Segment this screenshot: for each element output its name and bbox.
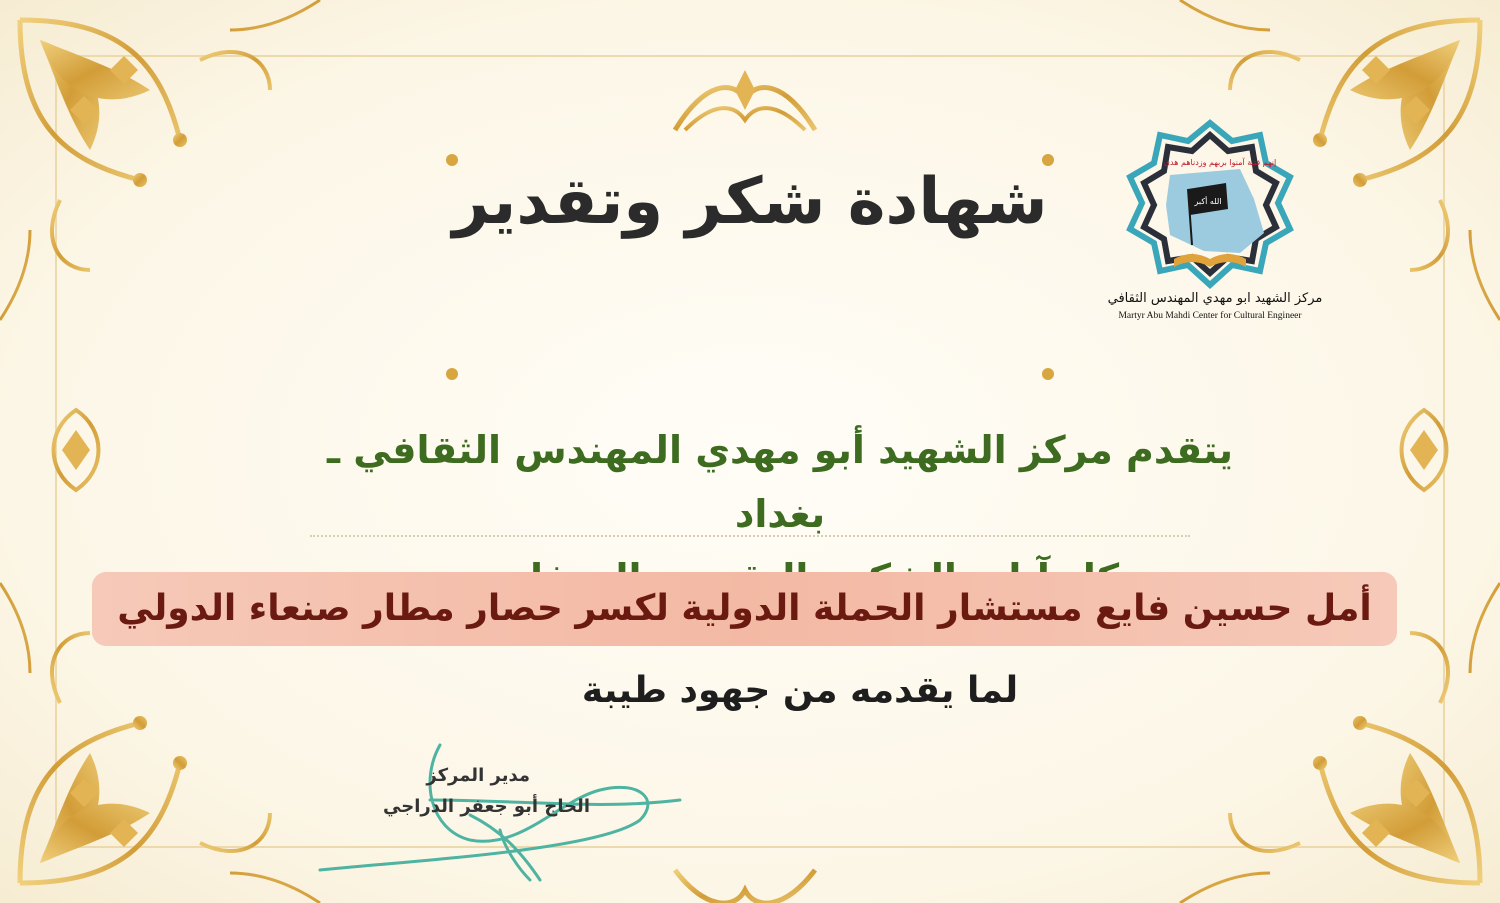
logo-name-english: Martyr Abu Mahdi Center for Cultural Engineer: [1118, 311, 1302, 321]
logo-flag-text: الله أكبر: [1194, 197, 1222, 206]
intro-line-1: يتقدم مركز الشهيد أبو مهدي المهندس الثقافي ـ بغداد: [327, 428, 1233, 536]
recipient-name: أمل حسين فايع مستشار الحملة الدولية لكسر حصار مطار صنعاء الدولي: [117, 588, 1372, 629]
closing-text: لما يقدمه من جهود طيبة: [581, 670, 1019, 711]
signature-name: الحاج أبو جعفر الدراجي: [383, 796, 590, 817]
logo-arc-text: إنهم فتية آمنوا بربهم وزدناهم هدى: [1163, 158, 1277, 167]
certificate-title: شهادة شكر وتقدير: [452, 165, 1048, 239]
logo-name-arabic: مركز الشهيد ابو مهدي المهندس الثقافي: [1107, 291, 1323, 306]
signature-title: مدير المركز: [426, 765, 530, 786]
